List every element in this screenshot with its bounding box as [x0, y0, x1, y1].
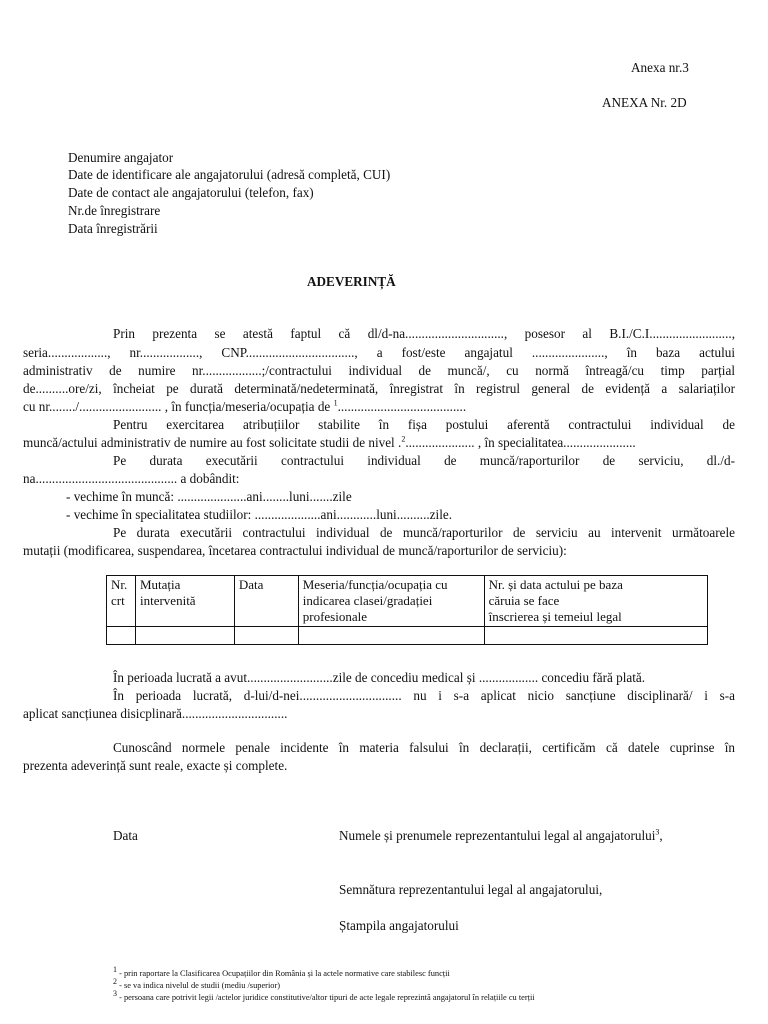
header-line: Nr. — [111, 577, 128, 592]
body-line: Pentru exercitarea atribuțiilor stabilite în fișa postului aferentă contractului individual de — [113, 417, 735, 432]
header-line: crt — [111, 593, 125, 608]
body-line: mutații (modificarea, suspendarea, încetarea contractului individual de muncă/raporturilor de serviciu): — [23, 543, 567, 558]
body-line: seria.................., nr.................., CNP................................., a fost/este angajatul ......................, în baza actului — [23, 345, 735, 360]
footnote-number: 2 — [113, 977, 117, 987]
table-cell — [234, 627, 298, 645]
body-line — [23, 399, 466, 415]
sanction-line: În perioada lucrată, d-lui/d-nei............................... nu i s-a aplicat nicio sancțiune disciplinară/ i s-a — [113, 688, 735, 703]
table-cell — [484, 627, 707, 645]
table-cell — [135, 627, 234, 645]
annex-2d-label: ANEXA Nr. 2D — [602, 95, 687, 110]
footnote-text: - se va indica nivelul de studii (mediu /superior) — [117, 981, 281, 990]
footnote-ref-3: 3 — [655, 827, 660, 837]
sanction-line: aplicat sancțiunea disicplinară................................ — [23, 706, 288, 721]
body-line: de..........ore/zi, încheiat pe durată determinată/nedeterminată, înregistrat în registrul general de evidență a salariaților — [23, 381, 735, 396]
employer-name-label: Denumire angajator — [68, 150, 174, 165]
body-text: muncă/actului administrativ de numire au fost solicitate studii de nivel . — [23, 435, 402, 450]
header-line: profesionale — [302, 609, 368, 624]
body-text: cu nr......../......................... , în funcția/meseria/ocupația de — [23, 399, 334, 414]
body-text: ..................... , în specialitatea...................... — [405, 435, 636, 450]
representative-name-comma: , — [659, 828, 663, 843]
table-header-cell — [107, 576, 136, 627]
footnote-text: - persoana care potrivit legii /actelor juridice constitutive/altor tipuri de acte legale reprezintă angajatorul în relațiile cu terții — [117, 993, 535, 1002]
registration-number-label: Nr.de înregistrare — [68, 203, 161, 218]
footnote-number: 3 — [113, 989, 117, 999]
body-line — [23, 435, 636, 451]
declaration-line: prezenta adeverință sunt reale, exacte și complete. — [23, 758, 288, 773]
table-header-cell — [298, 576, 484, 627]
footnote-ref-1: 1 — [333, 398, 338, 408]
footnote-3 — [113, 989, 535, 1003]
table-header-cell — [135, 576, 234, 627]
table-header-row — [107, 576, 708, 627]
footnote-number: 1 — [113, 965, 117, 975]
employer-contact-label: Date de contact ale angajatorului (telefon, fax) — [68, 185, 314, 200]
header-line: intervenită — [139, 593, 196, 608]
mutations-table — [106, 575, 708, 645]
medical-leave-line: În perioada lucrată a avut..........................zile de concediu medical și .................. concediu fără plată. — [113, 670, 646, 685]
work-seniority-line: - vechime în muncă: .....................ani........luni.......zile — [66, 489, 352, 504]
header-line: indicarea clasei/gradației — [302, 593, 433, 608]
representative-signature-label: Semnătura reprezentantului legal al angajatorului, — [339, 882, 603, 897]
table-cell — [298, 627, 484, 645]
footnote-2 — [113, 977, 281, 991]
header-line: Mutația — [139, 577, 181, 592]
representative-name-label — [339, 828, 663, 844]
document-title: ADEVERINȚĂ — [307, 274, 396, 289]
annex-number: Anexa nr.3 — [631, 60, 689, 75]
table-header-cell — [234, 576, 298, 627]
body-line: Pe durata executării contractului individual de muncă/raporturilor de serviciu au intervenit următoarele — [113, 525, 735, 540]
table-cell — [107, 627, 136, 645]
representative-name-text: Numele și prenumele reprezentantului legal al angajatorului — [339, 828, 656, 843]
date-label: Data — [113, 828, 138, 843]
header-line: înscrierea și temeiul legal — [488, 609, 622, 624]
employer-stamp-label: Ștampila angajatorului — [339, 918, 459, 933]
table-row — [107, 627, 708, 645]
header-line: Nr. și data actului pe baza — [488, 577, 623, 592]
body-text: ....................................... — [337, 399, 467, 414]
registration-date-label: Data înregistrării — [68, 221, 158, 236]
header-line: căruia se face — [488, 593, 560, 608]
table-header-cell — [484, 576, 707, 627]
specialty-seniority-line: - vechime în specialitatea studiilor: ....................ani............luni..........zile. — [66, 507, 453, 522]
employer-identification-label: Date de identificare ale angajatorului (adresă completă, CUI) — [68, 167, 391, 182]
footnote-text: - prin raportare la Clasificarea Ocupațiilor din România și la actele normative care stabilesc funcții — [117, 969, 450, 978]
body-line: na........................................... a dobândit: — [23, 471, 240, 486]
body-line: Prin prezenta se atestă faptul că dl/d-na.............................., posesor al B.I./C.I........................., — [113, 326, 735, 341]
footnote-1 — [113, 965, 450, 979]
header-line: Data — [238, 577, 264, 592]
body-line: Pe durata executării contractului individual de muncă/raporturilor de serviciu, dl./d- — [113, 453, 735, 468]
declaration-line: Cunoscând normele penale incidente în materia falsului în declarații, certificăm că datele cuprinse în — [113, 740, 735, 755]
footnote-ref-2: 2 — [401, 434, 406, 444]
body-line: administrativ de numire nr..................;/contractului individual de muncă/, cu normă întreagă/cu timp parțial — [23, 363, 735, 378]
header-line: Meseria/funcția/ocupația cu — [302, 577, 448, 592]
